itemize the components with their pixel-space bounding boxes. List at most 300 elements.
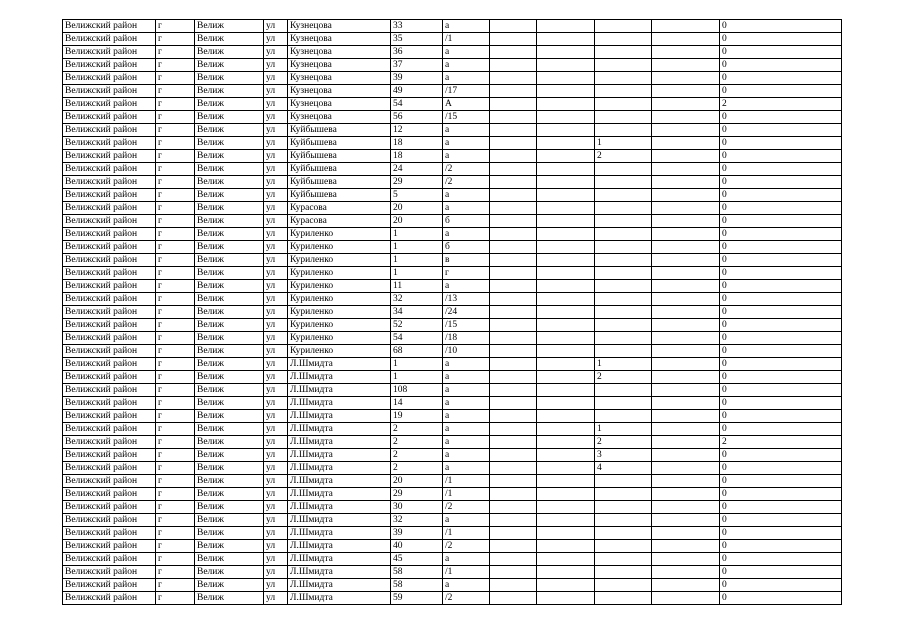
table-cell-district: Велижский район: [63, 59, 156, 72]
table-cell-settlement: Велиж: [195, 293, 264, 306]
table-cell-c9: [537, 163, 595, 176]
table-cell-c8: [490, 488, 537, 501]
table-cell-settlement: Велиж: [195, 384, 264, 397]
table-cell-district: Велижский район: [63, 189, 156, 202]
table-cell-c10: [595, 566, 652, 579]
table-cell-c9: [537, 566, 595, 579]
table-cell-suffix: г: [443, 267, 490, 280]
table-cell-c8: [490, 189, 537, 202]
table-cell-settlement_type: г: [156, 475, 195, 488]
table-cell-c11: [652, 579, 720, 592]
table-cell-district: Велижский район: [63, 33, 156, 46]
table-cell-settlement_type: г: [156, 111, 195, 124]
table-cell-c11: [652, 449, 720, 462]
table-cell-c8: [490, 371, 537, 384]
table-cell-settlement_type: г: [156, 137, 195, 150]
table-cell-c10: [595, 475, 652, 488]
table-cell-settlement_type: г: [156, 98, 195, 111]
table-cell-c12: 0: [720, 527, 842, 540]
table-cell-settlement: Велиж: [195, 111, 264, 124]
table-cell-street_type: ул: [264, 254, 288, 267]
table-cell-settlement: Велиж: [195, 566, 264, 579]
table-cell-suffix: /13: [443, 293, 490, 306]
table-cell-settlement_type: г: [156, 46, 195, 59]
table-cell-house: 2: [391, 449, 443, 462]
table-cell-c11: [652, 72, 720, 85]
table-cell-street_type: ул: [264, 215, 288, 228]
table-cell-street_type: ул: [264, 397, 288, 410]
table-cell-c9: [537, 527, 595, 540]
table-cell-street_type: ул: [264, 566, 288, 579]
table-cell-c10: [595, 540, 652, 553]
table-cell-c10: [595, 345, 652, 358]
table-cell-settlement: Велиж: [195, 319, 264, 332]
table-cell-suffix: а: [443, 423, 490, 436]
table-row: [63, 514, 842, 527]
table-cell-house: 33: [391, 20, 443, 33]
table-cell-c9: [537, 436, 595, 449]
table-cell-c8: [490, 254, 537, 267]
table-cell-c11: [652, 267, 720, 280]
table-cell-c9: [537, 423, 595, 436]
table-cell-suffix: /10: [443, 345, 490, 358]
table-cell-street_type: ул: [264, 423, 288, 436]
table-cell-street_type: ул: [264, 241, 288, 254]
table-cell-c8: [490, 358, 537, 371]
table-cell-c8: [490, 293, 537, 306]
table-cell-c12: 0: [720, 176, 842, 189]
table-cell-c12: 0: [720, 85, 842, 98]
table-cell-street_type: ул: [264, 98, 288, 111]
table-cell-settlement_type: г: [156, 449, 195, 462]
table-cell-district: Велижский район: [63, 371, 156, 384]
table-cell-street_type: ул: [264, 579, 288, 592]
table-cell-street_type: ул: [264, 163, 288, 176]
table-cell-settlement_type: г: [156, 189, 195, 202]
table-cell-street_type: ул: [264, 592, 288, 605]
table-cell-street_type: ул: [264, 527, 288, 540]
table-cell-house: 30: [391, 501, 443, 514]
table-cell-settlement_type: г: [156, 592, 195, 605]
table-cell-settlement: Велиж: [195, 358, 264, 371]
table-cell-district: Велижский район: [63, 475, 156, 488]
table-cell-c12: 0: [720, 150, 842, 163]
table-cell-suffix: а: [443, 397, 490, 410]
table-cell-street: Куриленко: [288, 267, 391, 280]
table-cell-settlement_type: г: [156, 384, 195, 397]
table-cell-house: 35: [391, 33, 443, 46]
table-cell-c8: [490, 566, 537, 579]
table-cell-c12: 0: [720, 59, 842, 72]
table-cell-suffix: /1: [443, 33, 490, 46]
table-cell-c11: [652, 202, 720, 215]
table-cell-c9: [537, 254, 595, 267]
table-cell-district: Велижский район: [63, 254, 156, 267]
table-row: [63, 540, 842, 553]
table-cell-district: Велижский район: [63, 358, 156, 371]
table-cell-street_type: ул: [264, 475, 288, 488]
table-cell-suffix: а: [443, 449, 490, 462]
table-cell-settlement: Велиж: [195, 501, 264, 514]
table-cell-c8: [490, 553, 537, 566]
table-cell-house: 11: [391, 280, 443, 293]
table-cell-house: 49: [391, 85, 443, 98]
table-row: [63, 46, 842, 59]
table-cell-street_type: ул: [264, 33, 288, 46]
table-cell-house: 1: [391, 358, 443, 371]
table-cell-c9: [537, 553, 595, 566]
table-cell-district: Велижский район: [63, 46, 156, 59]
table-cell-street_type: ул: [264, 228, 288, 241]
table-row: [63, 176, 842, 189]
table-cell-c11: [652, 228, 720, 241]
table-cell-house: 34: [391, 306, 443, 319]
table-cell-street_type: ул: [264, 20, 288, 33]
table-row: [63, 332, 842, 345]
table-cell-c8: [490, 501, 537, 514]
table-cell-street: Куйбышева: [288, 150, 391, 163]
table-cell-house: 58: [391, 579, 443, 592]
table-cell-house: 29: [391, 176, 443, 189]
table-cell-c11: [652, 85, 720, 98]
table-cell-settlement: Велиж: [195, 241, 264, 254]
table-cell-c8: [490, 319, 537, 332]
table-cell-street_type: ул: [264, 553, 288, 566]
table-cell-settlement: Велиж: [195, 215, 264, 228]
table-cell-c12: 0: [720, 228, 842, 241]
table-cell-settlement_type: г: [156, 553, 195, 566]
table-cell-c9: [537, 358, 595, 371]
table-cell-street_type: ул: [264, 514, 288, 527]
table-cell-suffix: а: [443, 228, 490, 241]
table-cell-street_type: ул: [264, 384, 288, 397]
table-cell-c9: [537, 124, 595, 137]
table-cell-suffix: /17: [443, 85, 490, 98]
table-cell-street_type: ул: [264, 371, 288, 384]
table-cell-c10: [595, 306, 652, 319]
table-cell-house: 56: [391, 111, 443, 124]
table-cell-house: 19: [391, 410, 443, 423]
table-cell-settlement_type: г: [156, 358, 195, 371]
table-cell-district: Велижский район: [63, 566, 156, 579]
table-cell-street: Куриленко: [288, 332, 391, 345]
table-cell-c10: [595, 553, 652, 566]
table-cell-district: Велижский район: [63, 150, 156, 163]
table-cell-suffix: /1: [443, 566, 490, 579]
table-cell-c8: [490, 423, 537, 436]
table-cell-street_type: ул: [264, 137, 288, 150]
table-cell-suffix: а: [443, 124, 490, 137]
table-cell-c9: [537, 46, 595, 59]
table-cell-suffix: /2: [443, 176, 490, 189]
table-cell-c11: [652, 540, 720, 553]
table-cell-suffix: а: [443, 514, 490, 527]
table-cell-house: 54: [391, 332, 443, 345]
table-cell-district: Велижский район: [63, 85, 156, 98]
table-cell-c11: [652, 423, 720, 436]
table-cell-house: 54: [391, 98, 443, 111]
table-cell-settlement: Велиж: [195, 228, 264, 241]
table-cell-street_type: ул: [264, 319, 288, 332]
table-cell-c8: [490, 332, 537, 345]
table-cell-district: Велижский район: [63, 384, 156, 397]
table-cell-settlement: Велиж: [195, 280, 264, 293]
table-cell-district: Велижский район: [63, 397, 156, 410]
table-row: [63, 20, 842, 33]
table-cell-suffix: а: [443, 579, 490, 592]
table-cell-settlement_type: г: [156, 228, 195, 241]
table-cell-c11: [652, 345, 720, 358]
table-cell-c12: 0: [720, 124, 842, 137]
table-cell-suffix: а: [443, 46, 490, 59]
table-cell-c11: [652, 293, 720, 306]
table-cell-c11: [652, 306, 720, 319]
table-cell-c8: [490, 124, 537, 137]
table-cell-street: Курасова: [288, 215, 391, 228]
table-cell-settlement_type: г: [156, 514, 195, 527]
table-cell-suffix: /1: [443, 527, 490, 540]
table-cell-c11: [652, 59, 720, 72]
table-cell-c9: [537, 85, 595, 98]
table-cell-c10: [595, 280, 652, 293]
table-cell-suffix: а: [443, 72, 490, 85]
table-cell-district: Велижский район: [63, 449, 156, 462]
table-cell-c10: [595, 293, 652, 306]
table-cell-c9: [537, 241, 595, 254]
table-cell-c8: [490, 436, 537, 449]
table-cell-c12: 0: [720, 540, 842, 553]
table-cell-settlement: Велиж: [195, 488, 264, 501]
table-cell-c12: 0: [720, 241, 842, 254]
table-cell-settlement: Велиж: [195, 527, 264, 540]
table-row: [63, 397, 842, 410]
table-cell-settlement_type: г: [156, 59, 195, 72]
table-cell-c12: 0: [720, 267, 842, 280]
table-cell-settlement_type: г: [156, 163, 195, 176]
table-cell-settlement_type: г: [156, 241, 195, 254]
table-cell-settlement_type: г: [156, 20, 195, 33]
table-cell-settlement_type: г: [156, 410, 195, 423]
table-cell-settlement: Велиж: [195, 163, 264, 176]
table-row: [63, 124, 842, 137]
table-cell-c8: [490, 176, 537, 189]
table-cell-street: Кузнецова: [288, 111, 391, 124]
table-cell-c8: [490, 98, 537, 111]
table-cell-street: Куриленко: [288, 306, 391, 319]
table-cell-c12: 0: [720, 488, 842, 501]
table-cell-settlement_type: г: [156, 215, 195, 228]
table-row: [63, 59, 842, 72]
table-cell-c11: [652, 20, 720, 33]
table-cell-street: Куриленко: [288, 345, 391, 358]
table-cell-house: 45: [391, 553, 443, 566]
table-cell-district: Велижский район: [63, 241, 156, 254]
table-row: [63, 306, 842, 319]
table-cell-street: Куйбышева: [288, 176, 391, 189]
table-cell-suffix: а: [443, 59, 490, 72]
table-cell-c10: [595, 228, 652, 241]
table-cell-c8: [490, 592, 537, 605]
table-cell-c9: [537, 397, 595, 410]
table-cell-c9: [537, 150, 595, 163]
table-cell-street: Л.Шмидта: [288, 527, 391, 540]
table-cell-suffix: а: [443, 436, 490, 449]
table-cell-district: Велижский район: [63, 592, 156, 605]
table-cell-house: 20: [391, 475, 443, 488]
table-cell-street: Куйбышева: [288, 163, 391, 176]
table-row: [63, 423, 842, 436]
table-cell-c8: [490, 397, 537, 410]
table-cell-street: Кузнецова: [288, 46, 391, 59]
table-cell-c10: [595, 397, 652, 410]
table-cell-c12: 0: [720, 462, 842, 475]
table-cell-suffix: б: [443, 215, 490, 228]
table-cell-c8: [490, 241, 537, 254]
table-cell-c10: 1: [595, 137, 652, 150]
table-cell-settlement: Велиж: [195, 33, 264, 46]
table-cell-c9: [537, 98, 595, 111]
table-cell-street: Л.Шмидта: [288, 384, 391, 397]
table-cell-house: 20: [391, 202, 443, 215]
table-cell-c8: [490, 527, 537, 540]
table-cell-c12: 0: [720, 111, 842, 124]
table-cell-settlement: Велиж: [195, 202, 264, 215]
table-cell-c9: [537, 332, 595, 345]
table-cell-settlement_type: г: [156, 462, 195, 475]
table-row: [63, 371, 842, 384]
table-cell-suffix: А: [443, 98, 490, 111]
table-cell-street: Куйбышева: [288, 137, 391, 150]
table-cell-c10: [595, 527, 652, 540]
table-cell-house: 18: [391, 150, 443, 163]
table-cell-c8: [490, 267, 537, 280]
table-cell-c11: [652, 436, 720, 449]
table-cell-c12: 0: [720, 501, 842, 514]
table-row: [63, 241, 842, 254]
table-cell-c11: [652, 98, 720, 111]
table-cell-c11: [652, 163, 720, 176]
table-row: [63, 215, 842, 228]
table-cell-street_type: ул: [264, 124, 288, 137]
table-cell-street: Л.Шмидта: [288, 449, 391, 462]
table-cell-c12: 0: [720, 306, 842, 319]
table-cell-c11: [652, 189, 720, 202]
table-cell-house: 32: [391, 514, 443, 527]
table-cell-district: Велижский район: [63, 293, 156, 306]
table-cell-c8: [490, 202, 537, 215]
table-cell-street_type: ул: [264, 306, 288, 319]
table-cell-c11: [652, 33, 720, 46]
table-cell-street: Кузнецова: [288, 98, 391, 111]
table-row: [63, 579, 842, 592]
table-cell-c10: [595, 254, 652, 267]
table-cell-settlement_type: г: [156, 150, 195, 163]
table-cell-district: Велижский район: [63, 20, 156, 33]
table-cell-c9: [537, 514, 595, 527]
table-cell-c9: [537, 306, 595, 319]
table-row: [63, 137, 842, 150]
table-cell-house: 1: [391, 371, 443, 384]
table-cell-district: Велижский район: [63, 423, 156, 436]
table-cell-street: Л.Шмидта: [288, 371, 391, 384]
table-cell-c11: [652, 176, 720, 189]
table-cell-c12: 0: [720, 215, 842, 228]
table-cell-settlement: Велиж: [195, 397, 264, 410]
table-cell-c10: [595, 410, 652, 423]
table-cell-c12: 0: [720, 46, 842, 59]
table-cell-c8: [490, 163, 537, 176]
table-cell-street_type: ул: [264, 462, 288, 475]
table-row: [63, 488, 842, 501]
table-cell-settlement: Велиж: [195, 436, 264, 449]
table-cell-suffix: а: [443, 462, 490, 475]
table-cell-c10: [595, 85, 652, 98]
table-cell-district: Велижский район: [63, 202, 156, 215]
table-row: [63, 436, 842, 449]
table-cell-settlement_type: г: [156, 397, 195, 410]
table-cell-street: Кузнецова: [288, 72, 391, 85]
table-row: [63, 267, 842, 280]
table-cell-street: Л.Шмидта: [288, 410, 391, 423]
table-cell-settlement: Велиж: [195, 59, 264, 72]
table-cell-c12: 0: [720, 20, 842, 33]
table-cell-settlement_type: г: [156, 85, 195, 98]
table-cell-c8: [490, 462, 537, 475]
table-cell-c12: 0: [720, 592, 842, 605]
table-cell-c10: [595, 488, 652, 501]
table-cell-house: 108: [391, 384, 443, 397]
table-cell-c9: [537, 410, 595, 423]
table-cell-c11: [652, 384, 720, 397]
table-row: [63, 345, 842, 358]
table-cell-suffix: а: [443, 358, 490, 371]
table-cell-c12: 2: [720, 98, 842, 111]
table-cell-district: Велижский район: [63, 553, 156, 566]
table-cell-settlement_type: г: [156, 423, 195, 436]
table-cell-settlement_type: г: [156, 579, 195, 592]
table-cell-c9: [537, 280, 595, 293]
table-cell-street_type: ул: [264, 293, 288, 306]
table-cell-district: Велижский район: [63, 345, 156, 358]
table-cell-settlement_type: г: [156, 254, 195, 267]
table-cell-c11: [652, 527, 720, 540]
table-cell-c9: [537, 59, 595, 72]
table-cell-street: Куриленко: [288, 293, 391, 306]
table-cell-street: Кузнецова: [288, 20, 391, 33]
table-cell-c12: 0: [720, 449, 842, 462]
table-cell-house: 1: [391, 228, 443, 241]
table-row: [63, 33, 842, 46]
table-cell-c10: 2: [595, 371, 652, 384]
table-cell-c9: [537, 215, 595, 228]
table-cell-house: 2: [391, 423, 443, 436]
table-cell-c12: 0: [720, 345, 842, 358]
table-cell-district: Велижский район: [63, 267, 156, 280]
table-cell-street: Л.Шмидта: [288, 397, 391, 410]
table-cell-settlement: Велиж: [195, 189, 264, 202]
table-cell-house: 1: [391, 267, 443, 280]
table-cell-settlement: Велиж: [195, 410, 264, 423]
table-cell-street: Куриленко: [288, 228, 391, 241]
table-cell-c11: [652, 254, 720, 267]
table-cell-c8: [490, 85, 537, 98]
table-cell-c10: [595, 215, 652, 228]
table-cell-district: Велижский район: [63, 111, 156, 124]
table-cell-street_type: ул: [264, 449, 288, 462]
table-cell-settlement_type: г: [156, 371, 195, 384]
table-cell-settlement_type: г: [156, 33, 195, 46]
table-cell-house: 29: [391, 488, 443, 501]
